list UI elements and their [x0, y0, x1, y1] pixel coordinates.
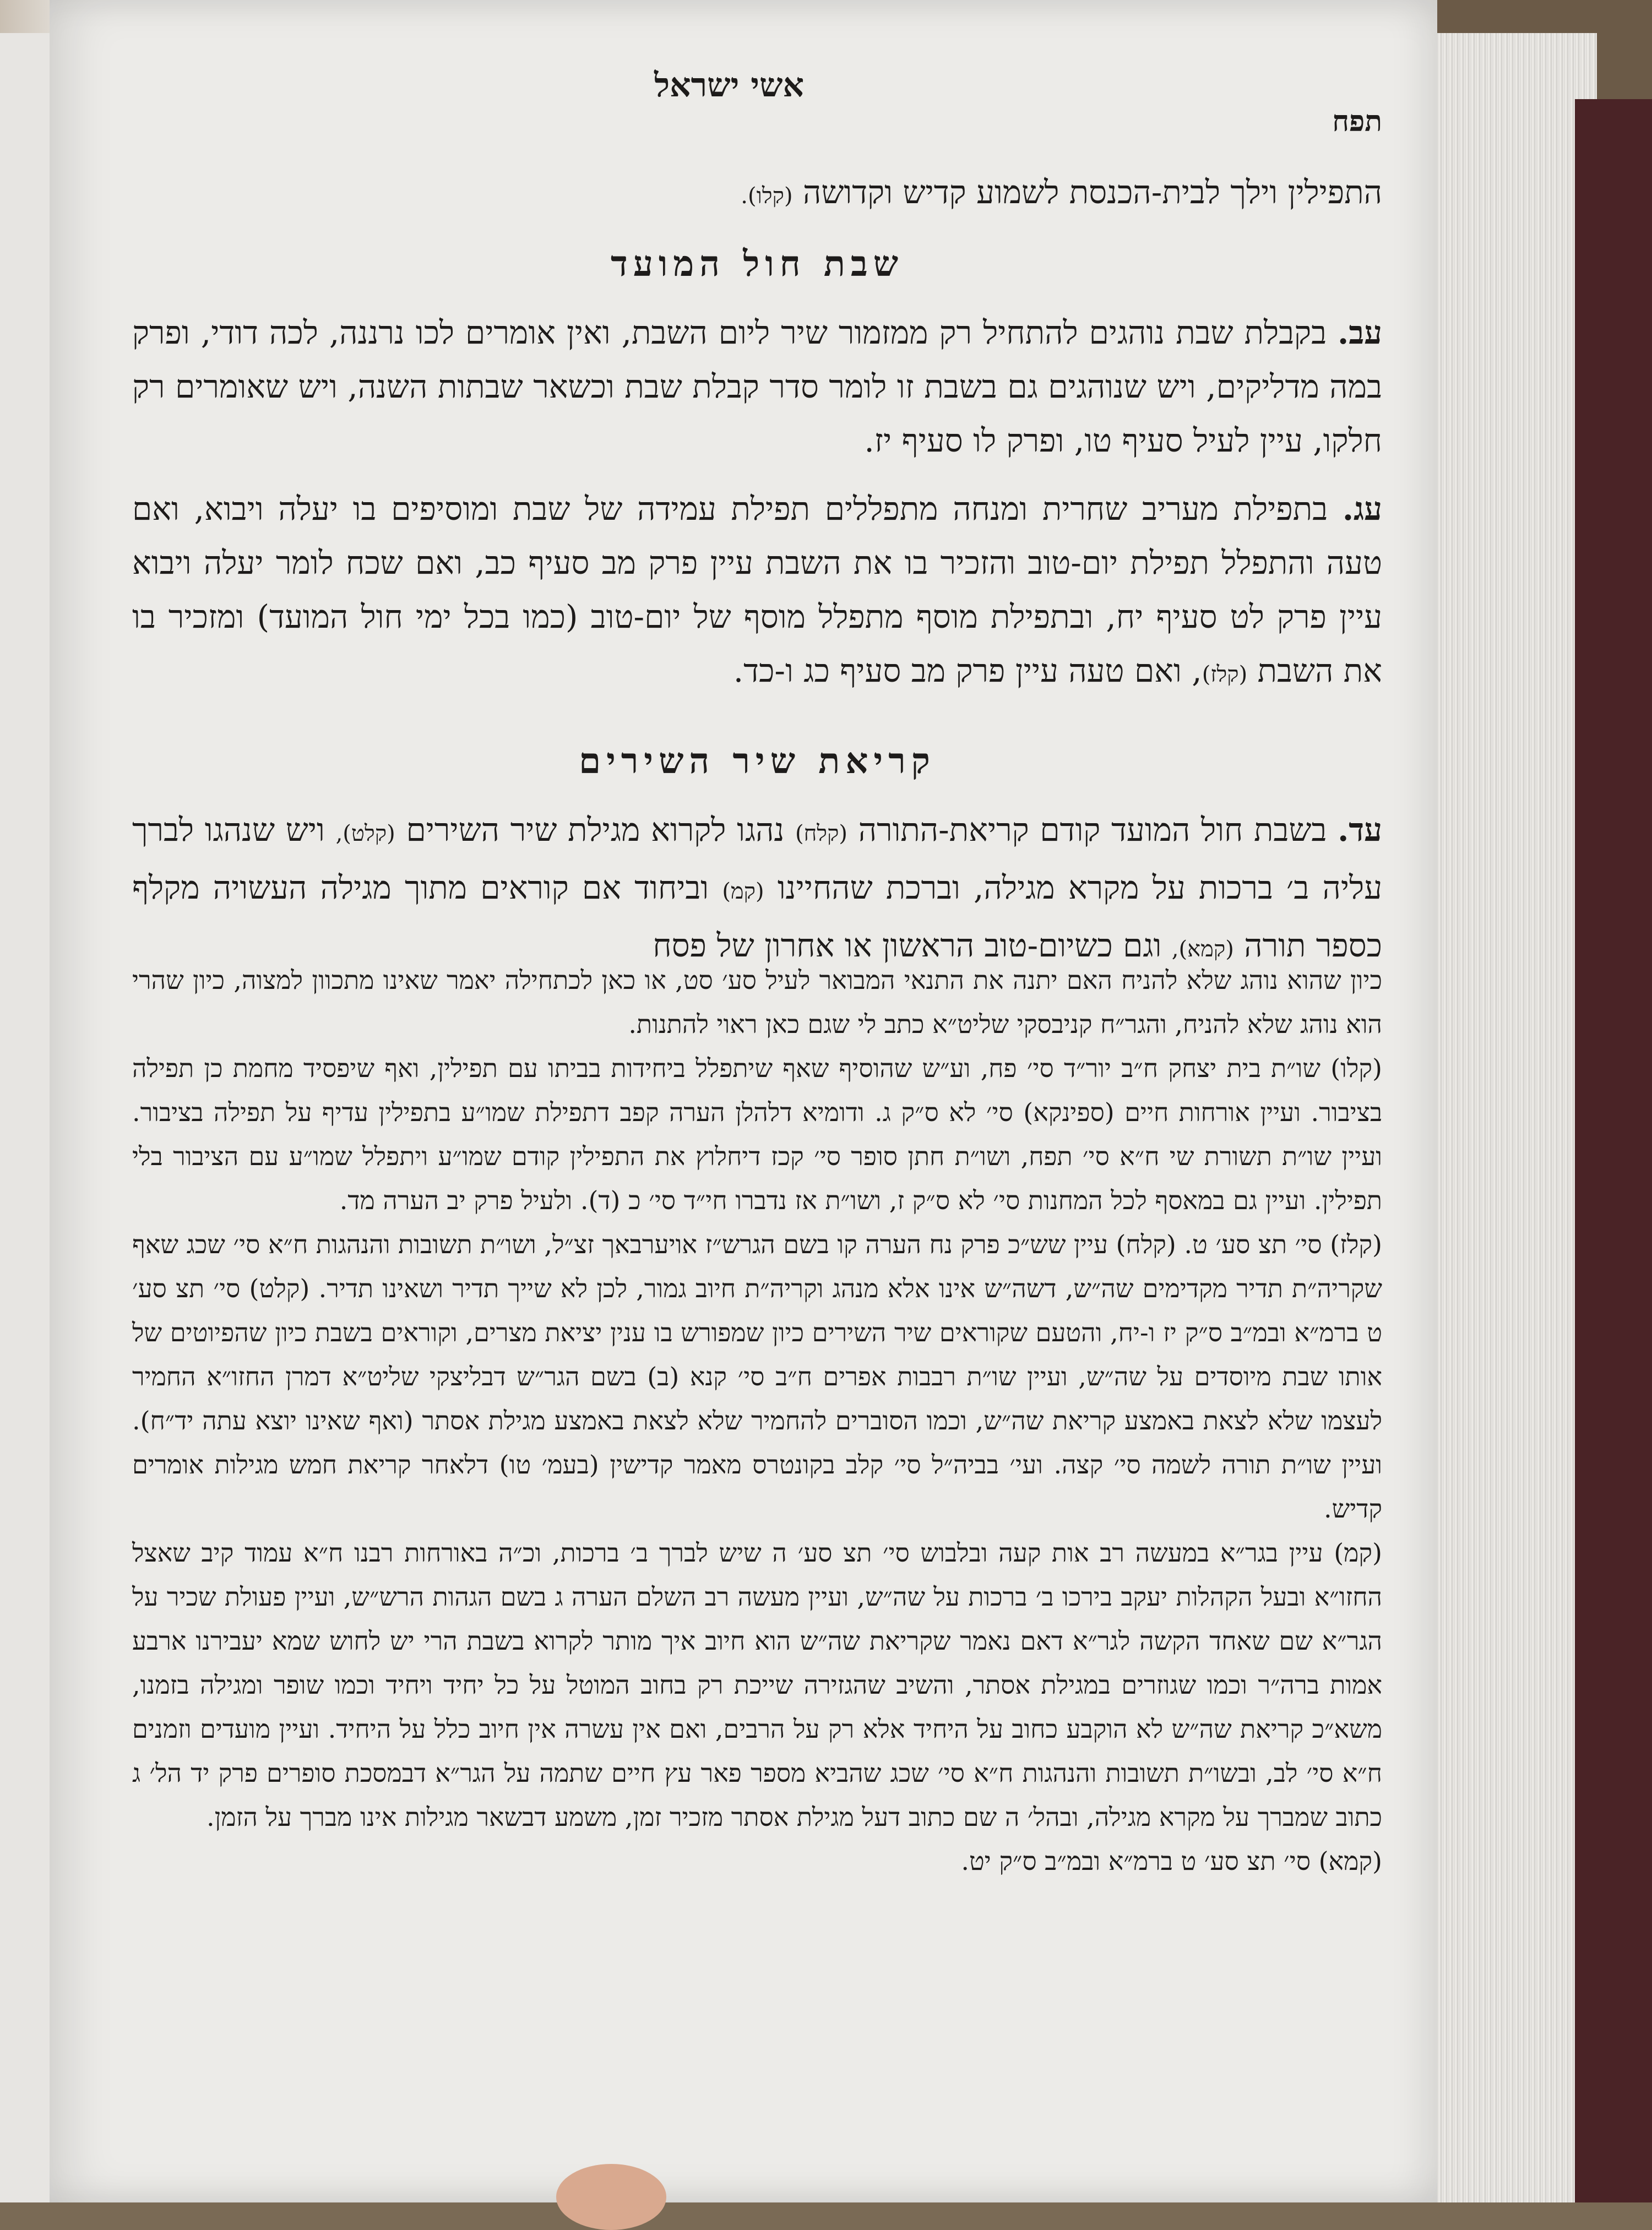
footnote-ref: (קמ)	[722, 879, 764, 904]
footnote: (קלו) שו״ת בית יצחק ח״ב יור״ד סי׳ פח, וע״ש שהוסיף שאף שיתפלל ביחידות בביתו עם תפילין, ואף שיפסיד מחמת כן תפילה בציבור. ועיין אורחות חיים (ספינקא) סי׳ לא ס״ק ג. ודומיא דלהלן הערה קפב דתפילת שמו״ע בתפילין עדיף על תפילה בציבור. ועיין שו״ת תשורת שי ח״א סי׳ תפח, ושו״ת חתן סופר סי׳ קכז דיחלוץ את התפילין קודם שמו״ע ויתפלל שמו״ע עם הציבור בלי תפילין. ועיין גם במאסף לכל המחנות סי׳ לא ס״ק ז, ושו״ת אז נדברו חי״ד סי׳ כ (ד). ולעיל פרק יב הערה מד.	[132, 1053, 1382, 1215]
footnote-ref: (קמא),	[1171, 937, 1234, 962]
paragraph-number: עג.	[1342, 490, 1383, 527]
footnote-ref: (קלז)	[1202, 662, 1248, 687]
section-title-shabbat-chol-hamoed: שבת חול המועד	[610, 243, 904, 285]
footnote: (קלז) סי׳ תצ סע׳ ט. (קלח) עיין שש״כ פרק נח הערה קו בשם הגרש״ז אויערבאך זצ״ל, ושו״ת תשובות והנהגות ח״א סי׳ שכג שאף שקריה״ת תדיר מקדימים שה״ש, דשה״ש אינו אלא מנהג וקריה״ת חיוב גמור, לכן לא שייך תדיר ושאינו תדיר. (קלט) סי׳ תצ סע׳ ט ברמ״א ובמ״ב ס״ק יז ו-יח, והטעם שקוראים שיר השירים כיון שמפורש בו ענין יציאת מצרים, וקוראים בשבת כיון שהפיוטים של אותו שבת מיוסדים על שה״ש, ועיין שו״ת רבבות אפרים ח״ב סי׳ קנא (ב) בשם הגר״ש דבליצקי שליט״א דמרן החזו״א החמיר לעצמו שלא לצאת באמצע קריאת שה״ש, וכמו הסוברים להחמיר שלא לצאת באמצע מגילת אסתר (ואף שאינו יוצא עתה יד״ח). ועיין שו״ת תורה לשמה סי׳ קצה. ועי׳ בביה״ל סי׳ קלב בקונטרס מאמר קדישין (בעמ׳ טו) דלאחר קריאת חמש מגילות אומרים קדיש.	[132, 1230, 1382, 1524]
footnote: (קמ) עיין בגר״א במעשה רב אות קעה ובלבוש סי׳ תצ סע׳ ה שיש לברך ב׳ ברכות, וכ״ה באורחות רבנו ח״א עמוד קיב שאצל החזו״א ובעל הקהלות יעקב בירכו ב׳ ברכות על שה״ש, ועיין מעשה רב השלם הערה ג בשם הגהות הרש״ש, ועיין פעולת שכיר על הגר״א שם שאחד הקשה לגר״א דאם נאמר שקריאת שה״ש הוא חיוב איך מותר לקרוא בשבת הרי יש לחוש שמא יעבירנו ארבע אמות ברה״ר וכמו שגוזרים במגילת אסתר, והשיב שהגזירה שייכת רק בחוב המוטל על כל יחיד ויחיד וכמו שופר ומגילה בזמנו, משא״כ קריאת שה״ש לא הוקבע כחוב על היחיד אלא רק על הרבים, ואם אין עשרה אין חיוב כלל על היחיד. ועיין מועדים וזמנים ח״א סי׳ לב, ובשו״ת תשובות והנהגות ח״א סי׳ שכג שהביא מספר פאר עץ חיים שתמה על הגר״א דבמסכת סופרים פרק יד הל׳ ג כתוב שמברך על מקרא מגילה, ובהל׳ ה שם כתוב דעל מגילת אסתר מזכיר זמן, משמע דבשאר מגילות אינו מברך על הזמן.	[132, 1538, 1382, 1832]
footnote-ref: (קלו).	[741, 183, 793, 209]
running-header	[132, 66, 1382, 138]
paragraph-text: וביחוד אם קוראים מתוך מגילה העשויה מקלף כספר תורה	[132, 869, 1382, 964]
paragraph-number: עד.	[1338, 811, 1382, 849]
paragraph-text: ויש שנהגו לברך עליה ב׳ ברכות על מקרא מגילה, וברכת שהחיינו	[132, 811, 1383, 906]
book-page	[50, 0, 1437, 2202]
intro-line	[132, 165, 1382, 223]
finger	[556, 2164, 666, 2230]
paragraph-number: עב.	[1338, 314, 1382, 351]
paragraph-text: וגם כשיום-טוב הראשון או אחרון של פסח	[653, 927, 1162, 964]
section-title-shir-hashirim: קריאת שיר השירים	[579, 741, 936, 782]
paragraph-ab	[132, 306, 1382, 467]
paragraph-ag	[132, 482, 1382, 701]
book-page-edges	[1432, 33, 1597, 2202]
footnotes	[132, 958, 1382, 1883]
footnote-ref: (קלט),	[335, 821, 395, 846]
running-title: אשי ישראל	[654, 66, 804, 105]
book-cover	[1575, 99, 1652, 2202]
paragraph-ad	[132, 803, 1382, 976]
page-text-area	[132, 55, 1382, 2191]
footnote-ref: (קלח)	[795, 821, 848, 846]
paragraph-text: בקבלת שבת נוהגים להתחיל רק ממזמור שיר ליום השבת, ואין אומרים לכו נרננה, לכה דודי, ופרק במה מדליקים, ויש שנוהגים גם בשבת זו לומר סדר קבלת שבת וכשאר שבתות השנה, ויש שאומרים רק חלקו, עיין לעיל סעיף טו, ופרק לו סעיף יז.	[132, 314, 1382, 459]
paragraph-text: נהגו לקרוא מגילת שיר השירים	[406, 811, 785, 849]
paragraph-text: בשבת חול המועד קודם קריאת-התורה	[858, 811, 1327, 849]
main-text	[132, 165, 1382, 991]
paragraph-text: , ואם טעה עיין פרק מב סעיף כג ו-כד.	[733, 652, 1202, 689]
intro-text: התפילין וילך לבית-הכנסת לשמוע קדיש וקדושה	[803, 173, 1382, 211]
footnote: כיון שהוא נוהג שלא להניח האם יתנה את התנאי המבואר לעיל סע׳ סט, או כאן לכתחילה יאמר שאינו מתכוון למצוה, כיון שהרי הוא נוהג שלא להניח, והגר״ח קניבסקי שליט״א כתב לי שגם כאן ראוי להתנות.	[132, 965, 1382, 1039]
paragraph-text: בתפילת מעריב שחרית ומנחה מתפללים תפילת עמידה של שבת ומוסיפים בו יעלה ויבוא, ואם טעה והתפלל תפילת יום-טוב והזכיר בו את השבת עיין פרק מב סעיף כב, ואם שכח לומר יעלה ויבוא עיין פרק לט סעיף יח, ובתפילת מוסף מתפלל מוסף של יום-טוב (כמו בכל ימי חול המועד) ומזכיר בו את השבת	[132, 490, 1382, 689]
page-number: תפח	[1332, 105, 1382, 138]
footnote: (קמא) סי׳ תצ סע׳ ט ברמ״א ובמ״ב ס״ק יט.	[961, 1846, 1382, 1876]
